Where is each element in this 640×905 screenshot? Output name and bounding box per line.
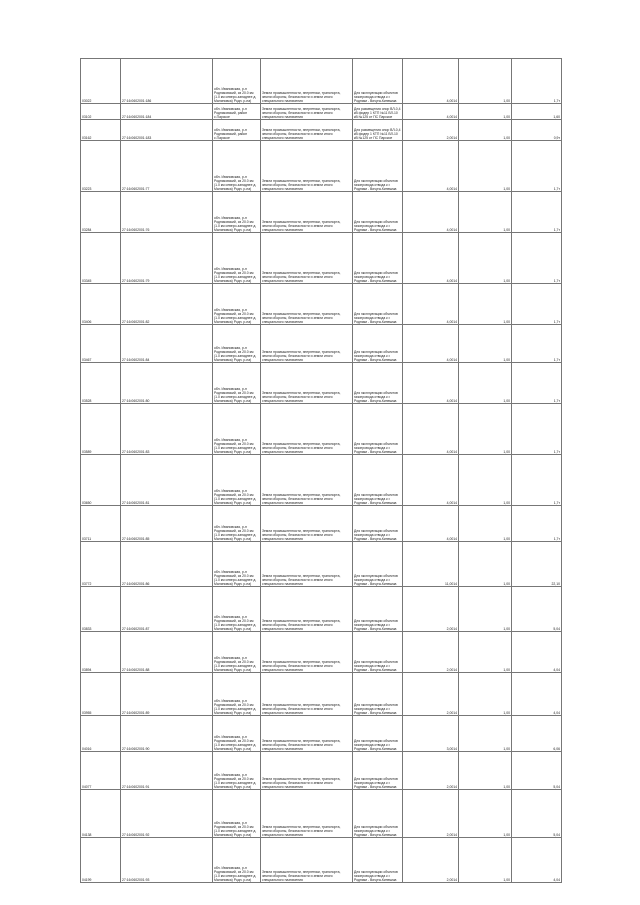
cadastral-number: 27:16:0602001:79 <box>121 233 213 284</box>
land-category: Земли промышленности, энергетики, транспорта, земли обороны, безопасности и земли иного специального назначения <box>261 325 353 363</box>
table-body <box>81 59 562 883</box>
address: обл. Ивановская, р-н Родниковский, из 20.0 км (1.0 км северо-западнее д. Малиновка) Родн. р-на) <box>213 192 261 233</box>
row-id: 03406 <box>81 284 121 325</box>
tax-value: 22,10 <box>512 542 562 587</box>
table-row <box>81 673 562 716</box>
table-row <box>81 632 562 673</box>
area-value: 4,0014 <box>403 104 459 120</box>
row-id: 03284 <box>81 192 121 233</box>
table-row <box>81 141 562 192</box>
tax-value: 4,04 <box>512 673 562 716</box>
land-category: Земли промышленности, энергетики, транспорта, земли обороны, безопасности и земли иного специального назначения <box>261 141 353 192</box>
permitted-use: Для эксплуатации объектов газопровода отвода к г. Родники - Вичуга-Кинешма <box>353 838 403 883</box>
row-id: 04016 <box>81 716 121 752</box>
permitted-use: Для эксплуатации объектов газопровода отвода к г. Родники - Вичуга-Кинешма <box>353 59 403 104</box>
area-value: 2,0014 <box>403 587 459 632</box>
area-value: 4,0014 <box>403 141 459 192</box>
row-id: 03589 <box>81 404 121 455</box>
cadastral-number: 27:16:0602001:89 <box>121 673 213 716</box>
land-category: Земли промышленности, энергетики, транспорта, земли обороны, безопасности и земли иного специального назначения <box>261 506 353 542</box>
register-table <box>80 58 562 883</box>
tax-value: 1,7т <box>512 284 562 325</box>
cadastral-number: 27:16:0602001:186 <box>121 59 213 104</box>
table-row <box>81 233 562 284</box>
land-category: Земли промышленности, энергетики, транспорта, земли обороны, безопасности и земли иного специального назначения <box>261 587 353 632</box>
address: обл. Ивановская, р-н Родниковский, из 20.0 км (1.0 км северо-западнее д. Малиновка) Родн. р-на) <box>213 404 261 455</box>
land-category: Земли промышленности, энергетики, транспорта, земли обороны, безопасности и земли иного специального назначения <box>261 404 353 455</box>
rate-value: 1,00 <box>459 632 512 673</box>
permitted-use: Для эксплуатации объектов газопровода отвода к г. Родники - Вичуга-Кинешма <box>353 632 403 673</box>
cadastral-number: 27:16:0602001:88 <box>121 632 213 673</box>
rate-value: 1,00 <box>459 284 512 325</box>
row-id: 03162 <box>81 120 121 141</box>
area-value: 2,0014 <box>403 632 459 673</box>
address: обл. Ивановская, р-н Родниковский, из 20.0 км (1.0 км северо-западнее д. Малиновка) Родн. р-на) <box>213 141 261 192</box>
area-value: 11,0014 <box>403 542 459 587</box>
rate-value: 1,00 <box>459 141 512 192</box>
table-row <box>81 59 562 104</box>
address: обл. Ивановская, р-н Родниковский, район с.Парское <box>213 104 261 120</box>
tax-value: 6,06 <box>512 716 562 752</box>
land-category: Земли промышленности, энергетики, транспорта, земли обороны, безопасности и земли иного специального назначения <box>261 455 353 506</box>
table-row <box>81 506 562 542</box>
area-value: 2,0014 <box>403 790 459 838</box>
rate-value: 1,00 <box>459 790 512 838</box>
tax-value: 5,04 <box>512 790 562 838</box>
address: обл. Ивановская, р-н Родниковский, из 20.0 км (1.0 км северо-западнее д. Малиновка) Родн. р-на) <box>213 673 261 716</box>
address: обл. Ивановская, р-н Родниковский, из 20.0 км (1.0 км северо-западнее д. Малиновка) Родн. р-на) <box>213 233 261 284</box>
address: обл. Ивановская, р-н Родниковский, район с.Парское <box>213 120 261 141</box>
table-row <box>81 587 562 632</box>
row-id: 03345 <box>81 233 121 284</box>
permitted-use: Для эксплуатации объектов газопровода отвода к г. Родники - Вичуга-Кинешма <box>353 192 403 233</box>
cadastral-number: 27:16:0602001:85 <box>121 506 213 542</box>
permitted-use: Для эксплуатации объектов газопровода отвода к г. Родники - Вичуга-Кинешма <box>353 404 403 455</box>
land-category: Земли промышленности, энергетики, транспорта, земли обороны, безопасности и земли иного специального назначения <box>261 632 353 673</box>
permitted-use: Для эксплуатации объектов газопровода отвода к г. Родники - Вичуга-Кинешма <box>353 673 403 716</box>
area-value: 4,0014 <box>403 192 459 233</box>
table-row <box>81 192 562 233</box>
area-value: 4,0014 <box>403 325 459 363</box>
cadastral-number: 27:16:0602001:84 <box>121 325 213 363</box>
land-category: Земли промышленности, энергетики, транспорта, земли обороны, безопасности и земли иного специального назначения <box>261 192 353 233</box>
tax-value: 1,7т <box>512 404 562 455</box>
table-row <box>81 542 562 587</box>
tax-value: 1,7т <box>512 506 562 542</box>
rate-value: 1,00 <box>459 233 512 284</box>
tax-value: 1,7т <box>512 455 562 506</box>
cadastral-number: 27:16:0602001:82 <box>121 284 213 325</box>
rate-value: 1,00 <box>459 542 512 587</box>
address: обл. Ивановская, р-н Родниковский, из 20.0 км (1.0 км северо-западнее д. Малиновка) Родн. р-на) <box>213 284 261 325</box>
permitted-use: Для эксплуатации объектов газопровода отвода к г. Родники - Вичуга-Кинешма <box>353 284 403 325</box>
row-id: 03022 <box>81 59 121 104</box>
permitted-use: Для эксплуатации объектов газопровода отвода к г. Родники - Вичуга-Кинешма <box>353 790 403 838</box>
tax-value: 4,04 <box>512 838 562 883</box>
address: обл. Ивановская, р-н Родниковский, из 20.0 км (1.0 км северо-западнее д. Малиновка) Родн. р-на) <box>213 59 261 104</box>
land-category: Земли промышленности, энергетики, транспорта, земли обороны, безопасности и земли иного специального назначения <box>261 673 353 716</box>
row-id: 03772 <box>81 542 121 587</box>
land-category: Земли промышленности, энергетики, транспорта, земли обороны, безопасности и земли иного специального назначения <box>261 59 353 104</box>
table-row <box>81 325 562 363</box>
permitted-use: Для размещения опор ВЛ-0,4 кВ фидер 1 КТП №11 ВЛ-10 кВ №125 от ПС Парское <box>353 120 403 141</box>
rate-value: 1,00 <box>459 673 512 716</box>
area-value: 4,0014 <box>403 233 459 284</box>
cadastral-number: 27:16:0602001:76 <box>121 192 213 233</box>
permitted-use: Для эксплуатации объектов газопровода отвода к г. Родники - Вичуга-Кинешма <box>353 542 403 587</box>
row-id: 04077 <box>81 752 121 790</box>
land-category: Земли промышленности, энергетики, транспорта, земли обороны, безопасности и земли иного специального назначения <box>261 542 353 587</box>
tax-value: 1,7т <box>512 192 562 233</box>
row-id: 03467 <box>81 325 121 363</box>
permitted-use: Для эксплуатации объектов газопровода отвода к г. Родники - Вичуга-Кинешма <box>353 752 403 790</box>
rate-value: 1,00 <box>459 192 512 233</box>
cadastral-number: 27:16:0602001:92 <box>121 790 213 838</box>
address: обл. Ивановская, р-н Родниковский, из 20.0 км (1.0 км северо-западнее д. Малиновка) Родн. р-на) <box>213 716 261 752</box>
address: обл. Ивановская, р-н Родниковский, из 20.0 км (1.0 км северо-западнее д. Малиновка) Родн. р-на) <box>213 752 261 790</box>
tax-value: 1,7т <box>512 59 562 104</box>
land-category: Земли промышленности, энергетики, транспорта, земли обороны, безопасности и земли иного специального назначения <box>261 363 353 404</box>
address: обл. Ивановская, р-н Родниковский, из 20.0 км (1.0 км северо-западнее д. Малиновка) Родн. р-на) <box>213 363 261 404</box>
area-value: 2,0014 <box>403 673 459 716</box>
area-value: 4,0014 <box>403 363 459 404</box>
cadastral-number: 27:16:0602001:183 <box>121 120 213 141</box>
table-row <box>81 716 562 752</box>
area-value: 4,0014 <box>403 59 459 104</box>
land-category: Земли промышленности, энергетики, транспорта, земли обороны, безопасности и земли иного специального назначения <box>261 120 353 141</box>
table-row <box>81 790 562 838</box>
row-id: 03711 <box>81 506 121 542</box>
permitted-use: Для эксплуатации объектов газопровода отвода к г. Родники - Вичуга-Кинешма <box>353 325 403 363</box>
row-id: 04199 <box>81 838 121 883</box>
tax-value: 1,7т <box>512 325 562 363</box>
row-id: 03650 <box>81 455 121 506</box>
cadastral-number: 27:16:0602001:93 <box>121 838 213 883</box>
cadastral-number: 27:16:0602001:184 <box>121 104 213 120</box>
table-row <box>81 752 562 790</box>
permitted-use: Для эксплуатации объектов газопровода отвода к г. Родники - Вичуга-Кинешма <box>353 716 403 752</box>
table-row <box>81 455 562 506</box>
land-category: Земли промышленности, энергетики, транспорта, земли обороны, безопасности и земли иного специального назначения <box>261 284 353 325</box>
table-row <box>81 404 562 455</box>
cadastral-number: 27:16:0602001:90 <box>121 716 213 752</box>
tax-value: 1,7т <box>512 233 562 284</box>
area-value: 2,0014 <box>403 838 459 883</box>
permitted-use: Для эксплуатации объектов газопровода отвода к г. Родники - Вичуга-Кинешма <box>353 455 403 506</box>
address: обл. Ивановская, р-н Родниковский, из 20.0 км (1.0 км северо-западнее д. Малиновка) Родн. р-на) <box>213 506 261 542</box>
cadastral-number: 27:16:0602001:80 <box>121 363 213 404</box>
address: обл. Ивановская, р-н Родниковский, из 20.0 км (1.0 км северо-западнее д. Малиновка) Родн. р-на) <box>213 587 261 632</box>
table-row <box>81 284 562 325</box>
land-category: Земли промышленности, энергетики, транспорта, земли обороны, безопасности и земли иного специального назначения <box>261 752 353 790</box>
table-row <box>81 104 562 120</box>
rate-value: 1,00 <box>459 363 512 404</box>
rate-value: 1,00 <box>459 120 512 141</box>
area-value: 3,0014 <box>403 716 459 752</box>
cadastral-number: 27:16:0602001:83 <box>121 404 213 455</box>
table-row <box>81 120 562 141</box>
tax-value: 5,04 <box>512 752 562 790</box>
row-id: 03102 <box>81 104 121 120</box>
land-category: Земли промышленности, энергетики, транспорта, земли обороны, безопасности и земли иного специального назначения <box>261 233 353 284</box>
address: обл. Ивановская, р-н Родниковский, из 20.0 км (1.0 км северо-западнее д. Малиновка) Родн. р-на) <box>213 838 261 883</box>
rate-value: 1,00 <box>459 325 512 363</box>
rate-value: 1,00 <box>459 506 512 542</box>
cadastral-number: 27:16:0602001:77 <box>121 141 213 192</box>
tax-value: 1,7т <box>512 141 562 192</box>
area-value: 2,0014 <box>403 120 459 141</box>
tax-value: 4,04 <box>512 632 562 673</box>
area-value: 2,0014 <box>403 752 459 790</box>
permitted-use: Для эксплуатации объектов газопровода отвода к г. Родники - Вичуга-Кинешма <box>353 587 403 632</box>
permitted-use: Для эксплуатации объектов газопровода отвода к г. Родники - Вичуга-Кинешма <box>353 141 403 192</box>
permitted-use: Для эксплуатации объектов газопровода отвода к г. Родники - Вичуга-Кинешма <box>353 506 403 542</box>
row-id: 03223 <box>81 141 121 192</box>
tax-value: 1,60 <box>512 104 562 120</box>
area-value: 4,0014 <box>403 404 459 455</box>
area-value: 4,0014 <box>403 455 459 506</box>
land-category: Земли промышленности, энергетики, транспорта, земли обороны, безопасности и земли иного специального назначения <box>261 790 353 838</box>
row-id: 04138 <box>81 790 121 838</box>
address: обл. Ивановская, р-н Родниковский, из 20.0 км (1.0 км северо-западнее д. Малиновка) Родн. р-на) <box>213 790 261 838</box>
rate-value: 1,00 <box>459 716 512 752</box>
table-row <box>81 838 562 883</box>
address: обл. Ивановская, р-н Родниковский, из 20.0 км (1.0 км северо-западнее д. Малиновка) Родн. р-на) <box>213 455 261 506</box>
row-id: 03833 <box>81 587 121 632</box>
table-row <box>81 363 562 404</box>
cadastral-number: 27:16:0602001:87 <box>121 587 213 632</box>
address: обл. Ивановская, р-н Родниковский, из 20.0 км (1.0 км северо-западнее д. Малиновка) Родн. р-на) <box>213 542 261 587</box>
tax-value: 1,7т <box>512 363 562 404</box>
cadastral-number: 27:16:0602001:91 <box>121 752 213 790</box>
rate-value: 1,00 <box>459 404 512 455</box>
area-value: 4,0014 <box>403 284 459 325</box>
rate-value: 1,00 <box>459 104 512 120</box>
permitted-use: Для эксплуатации объектов газопровода отвода к г. Родники - Вичуга-Кинешма <box>353 233 403 284</box>
rate-value: 1,00 <box>459 587 512 632</box>
permitted-use: Для размещения опор ВЛ-0,4 кВ фидер 1 КТП №11 ВЛ-10 кВ №125 от ПС Парское <box>353 104 403 120</box>
row-id: 03955 <box>81 673 121 716</box>
rate-value: 1,00 <box>459 59 512 104</box>
cadastral-number: 27:16:0602001:86 <box>121 542 213 587</box>
tax-value: 0,9т <box>512 120 562 141</box>
land-category: Земли промышленности, энергетики, транспорта, земли обороны, безопасности и земли иного специального назначения <box>261 104 353 120</box>
address: обл. Ивановская, р-н Родниковский, из 20.0 км (1.0 км северо-западнее д. Малиновка) Родн. р-на) <box>213 325 261 363</box>
land-category: Земли промышленности, энергетики, транспорта, земли обороны, безопасности и земли иного специального назначения <box>261 716 353 752</box>
permitted-use: Для эксплуатации объектов газопровода отвода к г. Родники - Вичуга-Кинешма <box>353 363 403 404</box>
row-id: 03894 <box>81 632 121 673</box>
area-value: 4,0014 <box>403 506 459 542</box>
row-id: 03528 <box>81 363 121 404</box>
rate-value: 1,00 <box>459 455 512 506</box>
rate-value: 1,00 <box>459 752 512 790</box>
rate-value: 1,00 <box>459 838 512 883</box>
tax-value: 5,04 <box>512 587 562 632</box>
address: обл. Ивановская, р-н Родниковский, из 20.0 км (1.0 км северо-западнее д. Малиновка) Родн. р-на) <box>213 632 261 673</box>
cadastral-number: 27:16:0602001:81 <box>121 455 213 506</box>
land-category: Земли промышленности, энергетики, транспорта, земли обороны, безопасности и земли иного специального назначения <box>261 838 353 883</box>
